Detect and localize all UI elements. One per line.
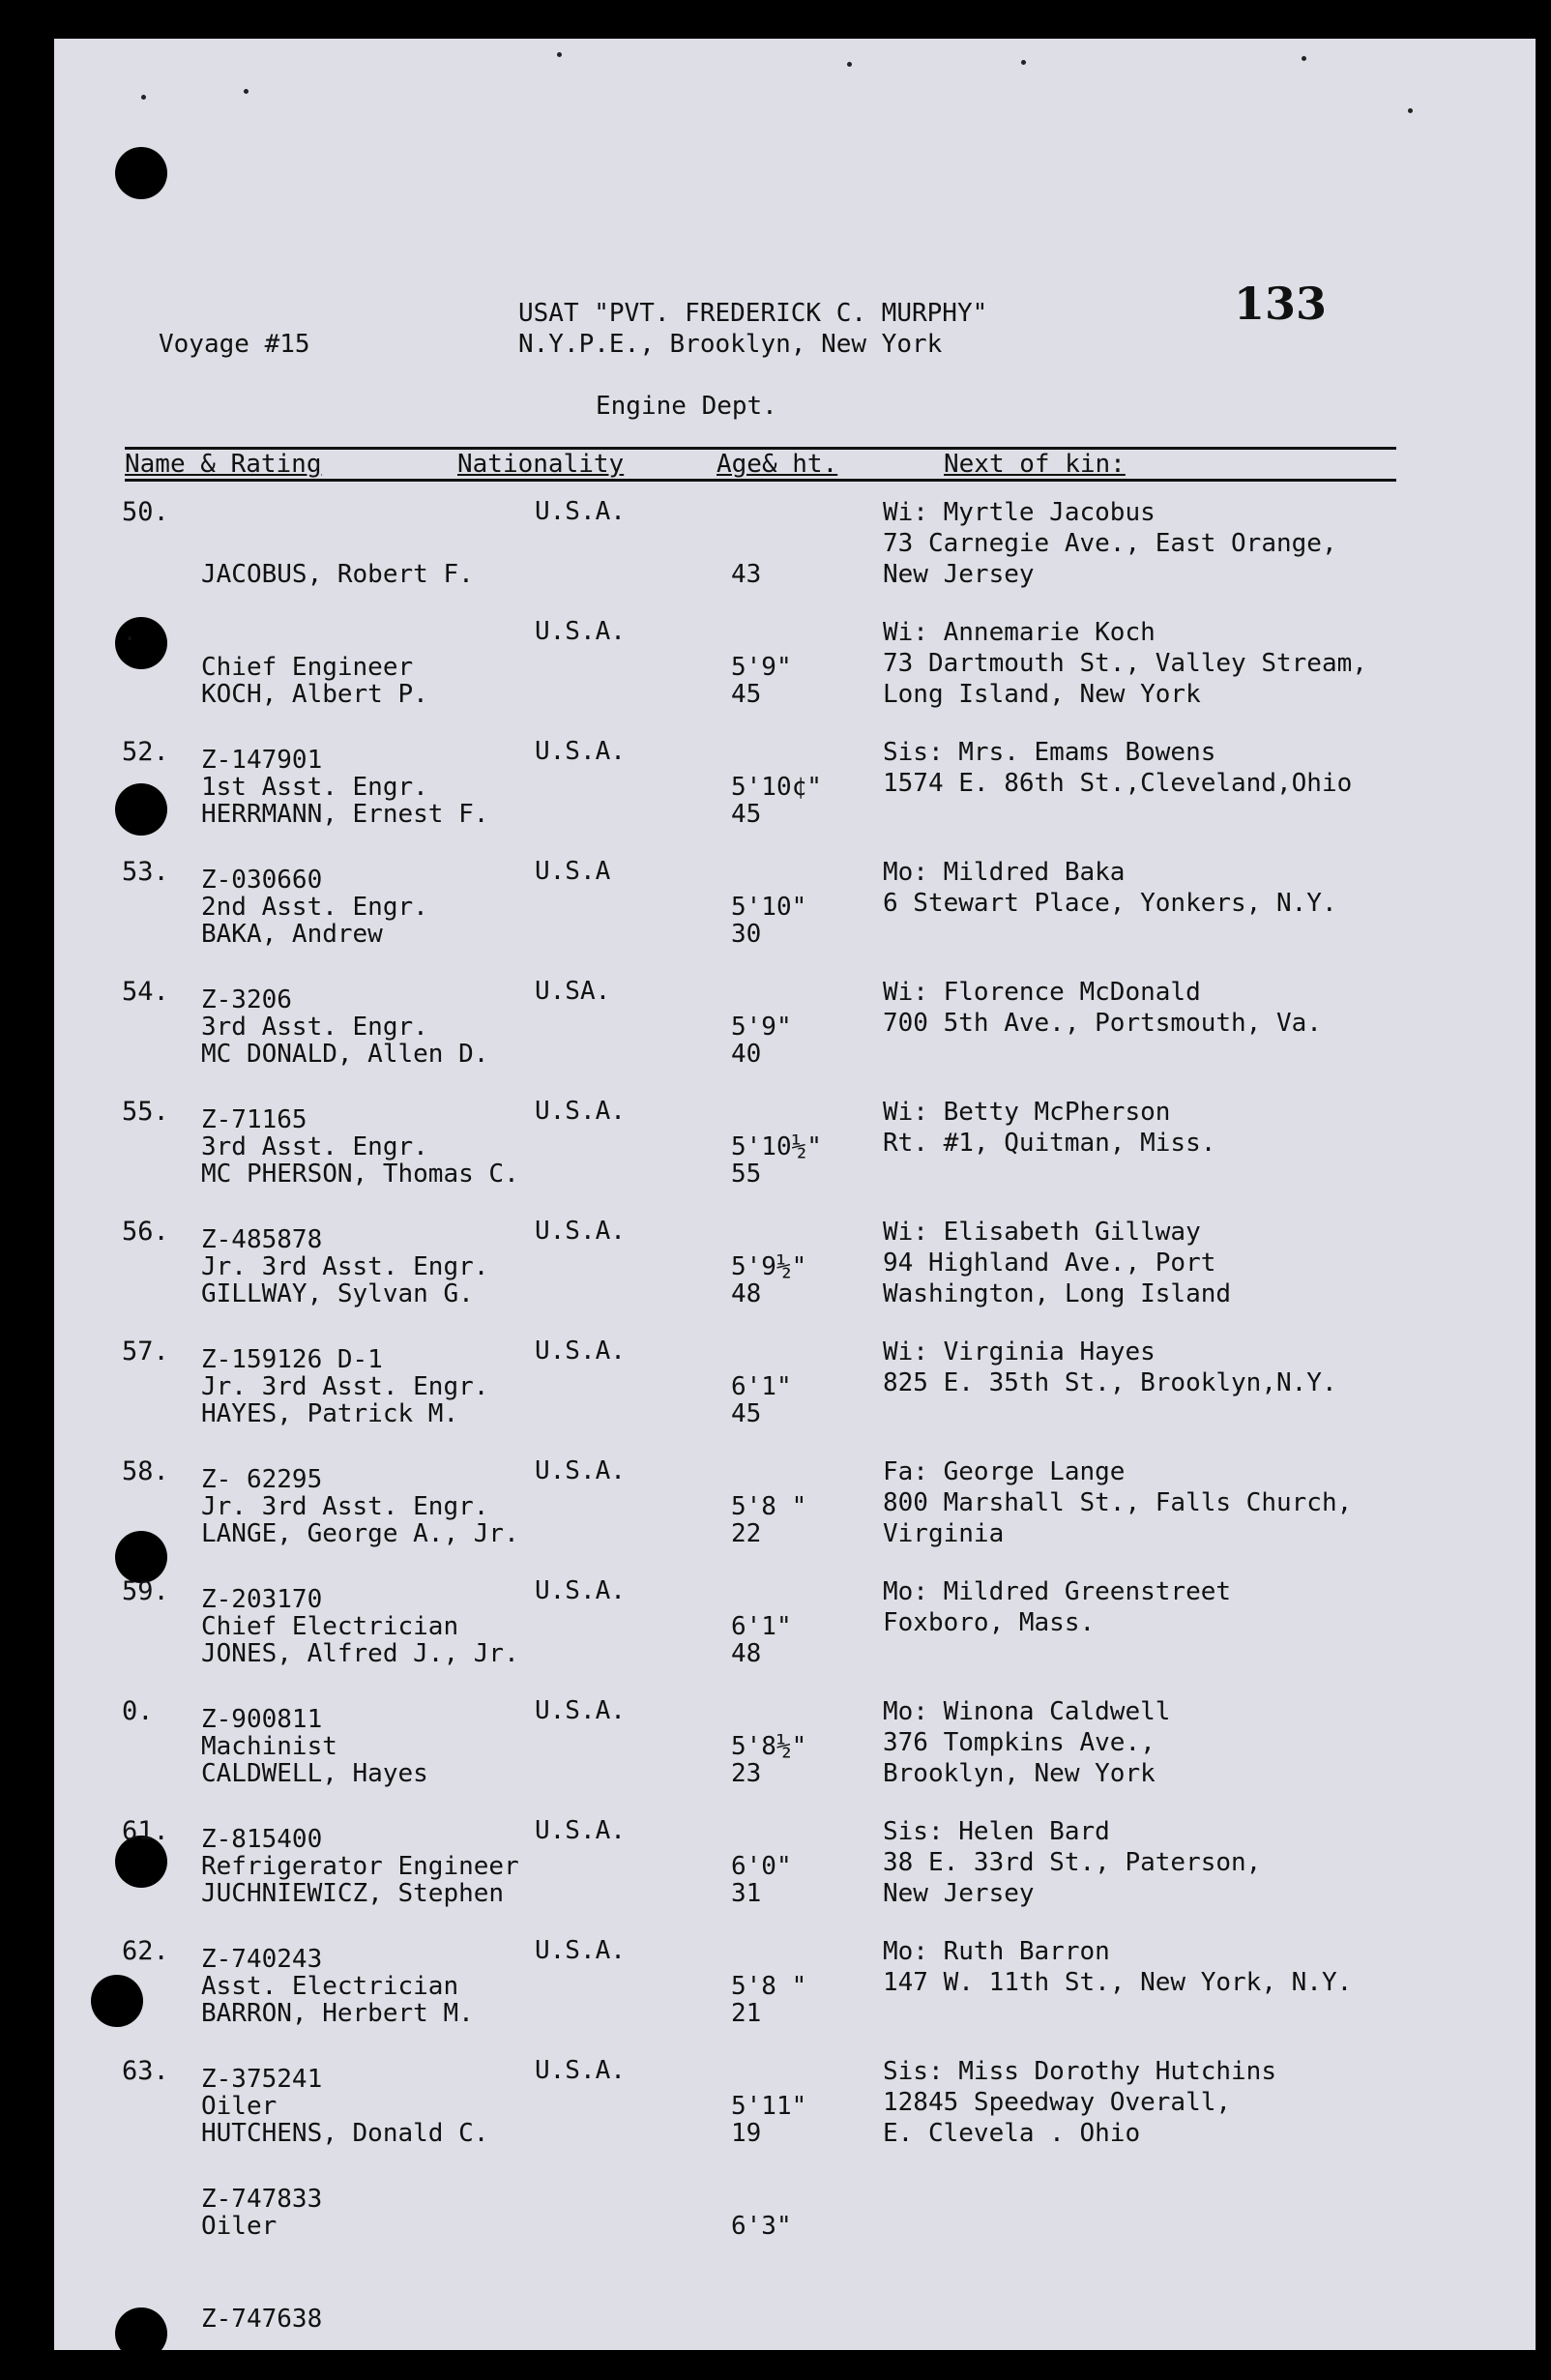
next-of-kin bbox=[883, 737, 1352, 799]
crew-age: 40 bbox=[731, 1040, 762, 1069]
kin-line: Wi: Annemarie Koch bbox=[883, 618, 1156, 647]
kin-line: Long Island, New York bbox=[883, 680, 1201, 709]
entry-number: 55. bbox=[122, 1097, 169, 1127]
kin-line: Mo: Winona Caldwell bbox=[883, 1697, 1171, 1726]
crew-id: Z-747638 bbox=[201, 2305, 323, 2334]
entry-number: 56. bbox=[122, 1217, 169, 1247]
crew-id: Z-815400 bbox=[201, 1825, 323, 1854]
crew-height: 6'3" bbox=[731, 2212, 792, 2241]
crew-nationality: U.S.A. bbox=[535, 1696, 626, 1725]
crew-height: 6'1" bbox=[731, 1372, 792, 1401]
crew-height: 5'11" bbox=[731, 2092, 807, 2121]
entry-number: 53. bbox=[122, 857, 169, 887]
crew-rating: 3rd Asst. Engr. bbox=[201, 1132, 428, 1161]
speck bbox=[141, 95, 146, 100]
kin-line: Fa: George Lange bbox=[883, 1457, 1126, 1486]
kin-line: 800 Marshall St., Falls Church, bbox=[883, 1488, 1353, 1517]
kin-line: 38 E. 33rd St., Paterson, bbox=[883, 1848, 1262, 1877]
punch-hole bbox=[115, 2307, 167, 2350]
crew-id: Z-203170 bbox=[201, 1585, 323, 1614]
next-of-kin bbox=[883, 497, 1337, 590]
crew-rating: Chief Electrician bbox=[201, 1612, 459, 1641]
kin-line: 147 W. 11th St., New York, N.Y. bbox=[883, 1968, 1353, 1997]
crew-age: 43 bbox=[731, 560, 762, 589]
next-of-kin bbox=[883, 1456, 1352, 1549]
crew-id: Z-159126 D-1 bbox=[201, 1345, 383, 1374]
crew-rating: 1st Asst. Engr. bbox=[201, 773, 428, 802]
crew-name: JUCHNIEWICZ, Stephen bbox=[201, 1879, 505, 1908]
next-of-kin bbox=[883, 857, 1337, 919]
crew-identity bbox=[201, 2056, 488, 2350]
col-nationality: Nationality bbox=[457, 450, 625, 479]
speck bbox=[1021, 60, 1026, 65]
crew-id: Z-900811 bbox=[201, 1705, 323, 1734]
col-name-rating: Name & Rating bbox=[125, 450, 322, 479]
department-title: Engine Dept. bbox=[596, 392, 777, 421]
crew-age: 55 bbox=[731, 1160, 762, 1189]
speck bbox=[557, 52, 562, 57]
kin-line: Sis: Mrs. Emams Bowens bbox=[883, 738, 1216, 767]
document-page bbox=[54, 39, 1536, 2350]
crew-id: Z- 62295 bbox=[201, 1465, 323, 1494]
crew-id: Z-71165 bbox=[201, 1105, 307, 1134]
crew-height: 5'8½" bbox=[731, 1732, 807, 1761]
crew-nationality: U.S.A. bbox=[535, 737, 626, 766]
entry-number: 50. bbox=[122, 497, 169, 527]
col-next-of-kin: Next of kin: bbox=[944, 450, 1126, 479]
kin-line: 1574 E. 86th St.,Cleveland,Ohio bbox=[883, 769, 1353, 798]
crew-rating: Jr. 3rd Asst. Engr. bbox=[201, 1372, 489, 1401]
entry-number: 62. bbox=[122, 1936, 169, 1966]
crew-nationality: U.S.A. bbox=[535, 1337, 626, 1366]
crew-name: HERRMANN, Ernest F. bbox=[201, 800, 489, 829]
speck bbox=[244, 89, 249, 94]
kin-line: 94 Highland Ave., Port bbox=[883, 1249, 1216, 1278]
speck bbox=[847, 62, 852, 67]
next-of-kin bbox=[883, 1217, 1231, 1309]
next-of-kin bbox=[883, 1936, 1352, 1998]
crew-name: GILLWAY, Sylvan G. bbox=[201, 1279, 474, 1308]
crew-rating: Oiler bbox=[201, 2212, 278, 2241]
crew-id: Z-747833 bbox=[201, 2185, 323, 2214]
crew-id: Z-3206 bbox=[201, 985, 292, 1014]
crew-rating: Chief Engineer bbox=[201, 653, 414, 682]
kin-line: 700 5th Ave., Portsmouth, Va. bbox=[883, 1009, 1322, 1038]
kin-line: 12845 Speedway Overall, bbox=[883, 2088, 1232, 2117]
crew-age: 22 bbox=[731, 1519, 762, 1548]
entry-number: 52. bbox=[122, 737, 169, 767]
crew-id: Z-147901 bbox=[201, 746, 323, 775]
crew-age: 45 bbox=[731, 800, 762, 829]
kin-line: Wi: Betty McPherson bbox=[883, 1098, 1171, 1127]
crew-name: HAYES, Patrick M. bbox=[201, 1399, 459, 1428]
port-location: N.Y.P.E., Brooklyn, New York bbox=[518, 330, 943, 359]
crew-nationality: U.S.A. bbox=[535, 1097, 626, 1126]
crew-age: 48 bbox=[731, 1279, 762, 1308]
crew-nationality: U.S.A. bbox=[535, 1936, 626, 1965]
age-height bbox=[731, 2056, 852, 2304]
crew-height: 5'9½" bbox=[731, 1252, 807, 1281]
crew-height: 5'10¢" bbox=[731, 773, 822, 802]
kin-line: Washington, Long Island bbox=[883, 1279, 1232, 1308]
crew-name: MC DONALD, Allen D. bbox=[201, 1040, 489, 1069]
kin-line: 73 Carnegie Ave., East Orange, bbox=[883, 529, 1337, 558]
crew-height: 6'0" bbox=[731, 1852, 792, 1881]
speck bbox=[1302, 56, 1306, 61]
crew-age: 23 bbox=[731, 1759, 762, 1788]
crew-height: 6'1" bbox=[731, 1612, 792, 1641]
crew-age: 19 bbox=[731, 2119, 762, 2148]
kin-line: Mo: Ruth Barron bbox=[883, 1937, 1110, 1966]
crew-nationality: U.S.A. bbox=[535, 1816, 626, 1845]
crew-height: 5'9" bbox=[731, 653, 792, 682]
kin-line: Foxboro, Mass. bbox=[883, 1608, 1096, 1637]
kin-line: Virginia bbox=[883, 1519, 1005, 1548]
entry-number: 0. bbox=[122, 1696, 154, 1726]
crew-id: Z-740243 bbox=[201, 1945, 323, 1974]
speck bbox=[1408, 108, 1413, 113]
kin-line: 376 Tompkins Ave., bbox=[883, 1728, 1156, 1757]
crew-rating: 3rd Asst. Engr. bbox=[201, 1013, 428, 1042]
next-of-kin bbox=[883, 977, 1322, 1039]
crew-nationality: U.S.A. bbox=[535, 497, 626, 526]
crew-rating: Oiler bbox=[201, 2092, 278, 2121]
crew-nationality: U.S.A. bbox=[535, 1456, 626, 1485]
next-of-kin bbox=[883, 2056, 1276, 2149]
crew-rating: Jr. 3rd Asst. Engr. bbox=[201, 1492, 489, 1521]
kin-line: New Jersey bbox=[883, 1879, 1035, 1908]
crew-rating: Refrigerator Engineer bbox=[201, 1852, 519, 1881]
crew-name: JONES, Alfred J., Jr. bbox=[201, 1639, 519, 1668]
crew-id: Z-030660 bbox=[201, 866, 323, 895]
kin-line: Rt. #1, Quitman, Miss. bbox=[883, 1129, 1216, 1158]
crew-nationality: U.S.A. bbox=[535, 1576, 626, 1605]
kin-line: Sis: Miss Dorothy Hutchins bbox=[883, 2057, 1276, 2086]
ship-name: USAT "PVT. FREDERICK C. MURPHY" bbox=[518, 299, 988, 328]
crew-id: Z-485878 bbox=[201, 1225, 323, 1254]
crew-name: MC PHERSON, Thomas C. bbox=[201, 1160, 519, 1189]
voyage-label: Voyage #15 bbox=[159, 330, 310, 359]
crew-rating: Asst. Electrician bbox=[201, 1972, 459, 2001]
crew-height: 5'8 " bbox=[731, 1492, 807, 1521]
crew-height: 5'9" bbox=[731, 1013, 792, 1042]
crew-id: Z-375241 bbox=[201, 2065, 323, 2094]
crew-nationality: U.SA. bbox=[535, 977, 611, 1006]
crew-name: KOCH, Albert P. bbox=[201, 680, 428, 709]
crew-rating: Machinist bbox=[201, 1732, 337, 1761]
kin-line: Wi: Elisabeth Gillway bbox=[883, 1218, 1201, 1247]
kin-line: E. Clevela . Ohio bbox=[883, 2119, 1141, 2148]
kin-line: New Jersey bbox=[883, 560, 1035, 589]
entry-number: . bbox=[122, 617, 138, 647]
crew-age: 21 bbox=[731, 1999, 762, 2028]
crew-name: LANGE, George A., Jr. bbox=[201, 1519, 519, 1548]
crew-nationality: U.S.A. bbox=[535, 1217, 626, 1246]
kin-line: Sis: Helen Bard bbox=[883, 1817, 1110, 1846]
entry-number: 58. bbox=[122, 1456, 169, 1486]
kin-line: Wi: Myrtle Jacobus bbox=[883, 498, 1156, 527]
crew-rating: Jr. 3rd Asst. Engr. bbox=[201, 1252, 489, 1281]
entry-number: 54. bbox=[122, 977, 169, 1007]
crew-age: 45 bbox=[731, 680, 762, 709]
punch-hole bbox=[115, 147, 167, 199]
crew-name: HUTCHENS, Donald C. bbox=[201, 2119, 489, 2148]
crew-height: 5'10" bbox=[731, 893, 807, 922]
kin-line: 73 Dartmouth St., Valley Stream, bbox=[883, 649, 1367, 678]
crew-name: CALDWELL, Hayes bbox=[201, 1759, 428, 1788]
next-of-kin bbox=[883, 1816, 1261, 1909]
next-of-kin bbox=[883, 1337, 1337, 1398]
kin-line: Mo: Mildred Greenstreet bbox=[883, 1577, 1232, 1606]
next-of-kin bbox=[883, 1097, 1215, 1159]
header-rule-bottom bbox=[125, 479, 1396, 482]
crew-nationality: U.S.A. bbox=[535, 617, 626, 646]
kin-line: Mo: Mildred Baka bbox=[883, 858, 1126, 887]
page-number: 133 bbox=[1234, 278, 1328, 330]
crew-age: 30 bbox=[731, 920, 762, 949]
entry-number: 57. bbox=[122, 1337, 169, 1366]
crew-age: 31 bbox=[731, 1879, 762, 1908]
entry-number: 63. bbox=[122, 2056, 169, 2086]
crew-name: BARRON, Herbert M. bbox=[201, 1999, 474, 2028]
crew-name: JACOBUS, Robert F. bbox=[201, 560, 474, 589]
kin-line: Wi: Florence McDonald bbox=[883, 978, 1201, 1007]
crew-height: 5'10½" bbox=[731, 1132, 822, 1161]
crew-rating: 2nd Asst. Engr. bbox=[201, 893, 428, 922]
crew-nationality: U.S.A bbox=[535, 857, 611, 886]
entry-number: 59. bbox=[122, 1576, 169, 1606]
next-of-kin bbox=[883, 617, 1367, 710]
kin-line: 6 Stewart Place, Yonkers, N.Y. bbox=[883, 889, 1337, 918]
next-of-kin bbox=[883, 1696, 1170, 1789]
crew-nationality: U.S.A. bbox=[535, 2056, 626, 2085]
kin-line: Brooklyn, New York bbox=[883, 1759, 1156, 1788]
crew-age: 48 bbox=[731, 1639, 762, 1668]
kin-line: 825 E. 35th St., Brooklyn,N.Y. bbox=[883, 1368, 1337, 1397]
next-of-kin bbox=[883, 1576, 1231, 1638]
entry-number: 61. bbox=[122, 1816, 169, 1846]
crew-height: 5'8 " bbox=[731, 1972, 807, 2001]
col-age-height: Age& ht. bbox=[717, 450, 838, 479]
kin-line: Wi: Virginia Hayes bbox=[883, 1337, 1156, 1366]
crew-name: BAKA, Andrew bbox=[201, 920, 383, 949]
crew-age: 45 bbox=[731, 1399, 762, 1428]
